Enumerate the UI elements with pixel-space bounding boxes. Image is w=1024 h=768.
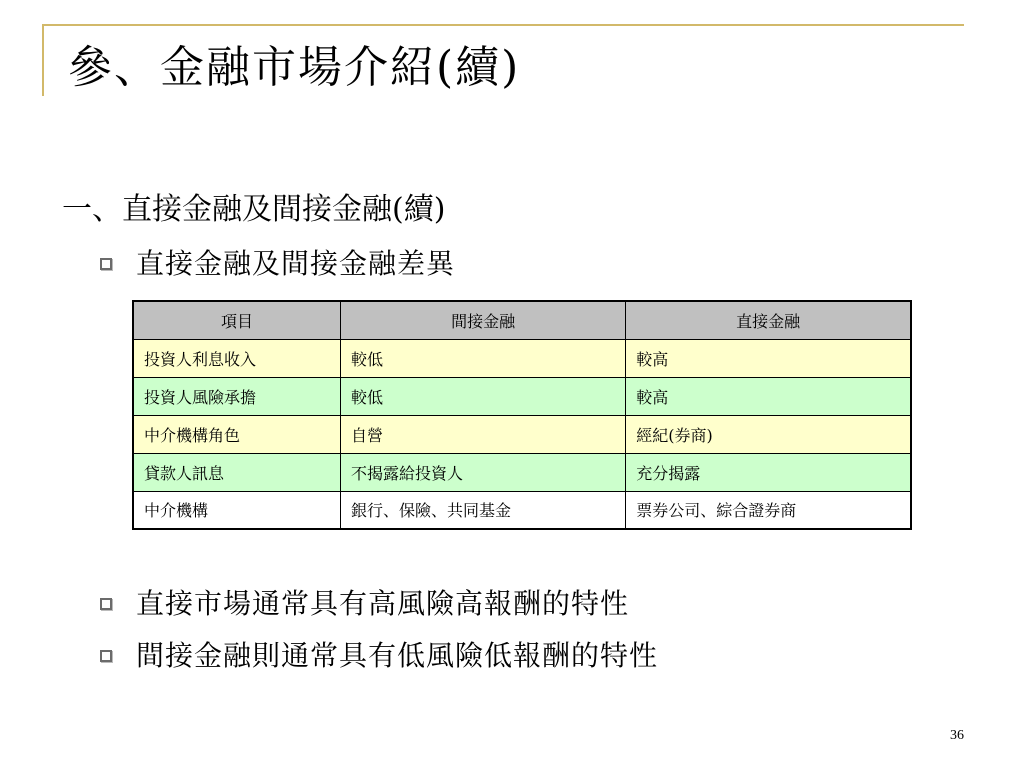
table-cell: 貸款人訊息 [133,453,340,491]
table-cell: 自營 [340,415,625,453]
table-header-indirect: 間接金融 [340,301,625,339]
table-cell: 票券公司、綜合證券商 [626,491,911,529]
hollow-square-bullet-icon [100,258,112,270]
bullet-text: 直接金融及間接金融差異 [136,247,456,280]
title-frame-top-line [42,24,964,26]
table-cell: 中介機構角色 [133,415,340,453]
bullet-item [100,584,629,624]
table-cell: 不揭露給投資人 [340,453,625,491]
table-row [133,339,911,377]
table-header-direct: 直接金融 [626,301,911,339]
table-row [133,377,911,415]
table-cell: 中介機構 [133,491,340,529]
table-cell: 充分揭露 [626,453,911,491]
table-row [133,491,911,529]
table-header-item: 項目 [133,301,340,339]
bullet-item [100,636,658,676]
slide-title: 參、金融市場介紹(續) [68,42,521,93]
title-frame-left-line [42,24,44,96]
table-cell: 經紀(券商) [626,415,911,453]
table-cell: 較高 [626,377,911,415]
bullet-item [100,244,455,284]
table-cell: 較高 [626,339,911,377]
table-cell: 銀行、保險、共同基金 [340,491,625,529]
table-cell: 投資人風險承擔 [133,377,340,415]
hollow-square-bullet-icon [100,598,112,610]
table-row [133,415,911,453]
bullet-text: 間接金融則通常具有低風險低報酬的特性 [136,639,659,672]
table-cell: 較低 [340,377,625,415]
comparison-table [132,300,912,530]
page-number: 36 [950,728,964,743]
table-cell: 投資人利息收入 [133,339,340,377]
section-heading: 一、直接金融及間接金融(續) [62,192,446,227]
bullet-text: 直接市場通常具有高風險高報酬的特性 [136,587,630,620]
hollow-square-bullet-icon [100,650,112,662]
table-header-row [133,301,911,339]
table-cell: 較低 [340,339,625,377]
table-row [133,453,911,491]
